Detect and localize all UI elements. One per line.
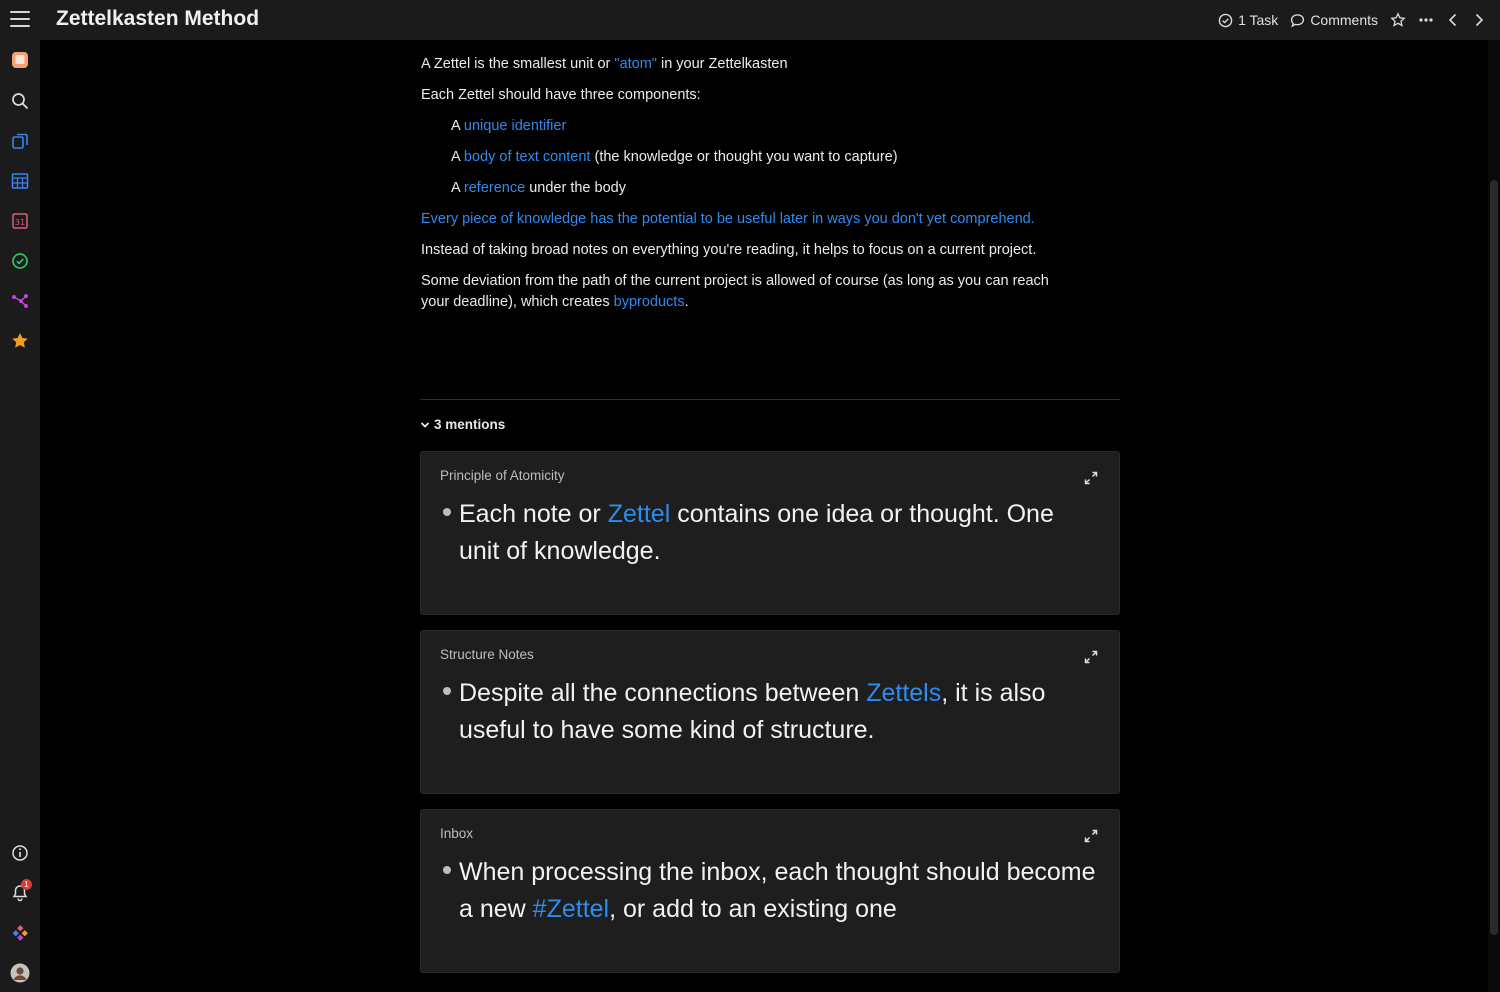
- back-button[interactable]: [1446, 12, 1460, 28]
- task-label: 1 Task: [1238, 12, 1279, 28]
- scrollbar-thumb[interactable]: [1490, 180, 1498, 935]
- info-icon[interactable]: [10, 843, 30, 863]
- favorites-icon[interactable]: [10, 331, 30, 351]
- divider: [420, 399, 1120, 400]
- text: contains one idea or thought. One unit of knowledge.: [459, 500, 1054, 565]
- database-icon[interactable]: [10, 171, 30, 191]
- svg-text:31: 31: [14, 218, 26, 227]
- knowledge-potential-link[interactable]: Every piece of knowledge has the potential to be useful later in ways you don't yet comprehend.: [421, 211, 1035, 227]
- text: Each note or: [459, 500, 608, 528]
- text: A Zettel is the smallest unit or: [421, 56, 615, 72]
- text: When processing the inbox, each thought should become a new: [459, 858, 1096, 923]
- text: A: [451, 149, 464, 165]
- zettels-link[interactable]: Zettels: [866, 679, 942, 707]
- list-item: [451, 180, 626, 196]
- mention-card[interactable]: [420, 630, 1120, 794]
- mention-card-title[interactable]: Principle of Atomicity: [440, 468, 565, 483]
- notification-badge: 1: [21, 879, 32, 890]
- mention-card-title[interactable]: Structure Notes: [440, 647, 534, 662]
- graph-icon[interactable]: [10, 291, 30, 311]
- task-button[interactable]: [1218, 12, 1278, 28]
- byproducts-link[interactable]: byproducts: [613, 294, 685, 310]
- pages-icon[interactable]: [10, 131, 30, 151]
- expand-icon[interactable]: [1083, 470, 1099, 486]
- bullet-icon: [443, 687, 451, 695]
- integrations-icon[interactable]: [10, 923, 30, 943]
- text: .: [684, 294, 689, 310]
- mention-card[interactable]: [420, 809, 1120, 973]
- text: , it is also useful to have some kind of structure.: [459, 679, 1046, 744]
- favorite-button[interactable]: [1390, 12, 1406, 28]
- bell-icon[interactable]: [10, 880, 30, 903]
- chevron-right-icon: [1472, 12, 1486, 28]
- paragraph: [421, 294, 689, 310]
- top-bar: [0, 0, 1500, 41]
- expand-icon[interactable]: [1083, 649, 1099, 665]
- mention-card[interactable]: [420, 451, 1120, 615]
- zettel-tag-link[interactable]: #Zettel: [532, 895, 610, 923]
- tasks-icon[interactable]: [10, 251, 30, 271]
- main-content: [40, 40, 1500, 992]
- page-title: Zettelkasten Method: [56, 7, 260, 30]
- paragraph: Each Zettel should have three components:: [421, 87, 701, 103]
- list-item: [451, 149, 898, 165]
- check-circle-icon: [1218, 13, 1233, 28]
- search-icon[interactable]: [10, 91, 30, 111]
- paragraph: Some deviation from the path of the current project is allowed of course (as long as you can reach: [421, 273, 1049, 289]
- comments-label: Comments: [1310, 12, 1378, 28]
- top-actions: [1218, 0, 1486, 40]
- reference-link[interactable]: reference: [463, 180, 526, 196]
- list-item: [451, 118, 566, 134]
- unique-identifier-link[interactable]: unique identifier: [463, 118, 567, 134]
- text: , or add to an existing one: [609, 895, 897, 923]
- paragraph: [421, 56, 788, 72]
- app-logo-icon[interactable]: [10, 50, 30, 70]
- more-dots-icon: [1418, 12, 1434, 28]
- text: under the body: [525, 180, 626, 196]
- hamburger-menu-icon[interactable]: [10, 11, 30, 29]
- more-button[interactable]: [1418, 12, 1434, 28]
- paragraph: Instead of taking broad notes on everything you're reading, it helps to focus on a current project.: [421, 242, 1037, 258]
- forward-button[interactable]: [1472, 12, 1486, 28]
- chevron-down-icon: [420, 420, 430, 430]
- zettel-link[interactable]: Zettel: [607, 500, 671, 528]
- star-outline-icon: [1390, 12, 1406, 28]
- atom-link[interactable]: "atom": [614, 56, 657, 72]
- scrollbar-track[interactable]: [1488, 40, 1500, 992]
- comments-button[interactable]: [1290, 12, 1378, 28]
- text: your deadline), which creates: [421, 294, 614, 310]
- mention-card-text: [459, 675, 1099, 749]
- text: in your Zettelkasten: [656, 56, 788, 72]
- comment-icon: [1290, 13, 1305, 28]
- chevron-left-icon: [1446, 12, 1460, 28]
- bullet-icon: [443, 508, 451, 516]
- mentions-label: 3 mentions: [434, 417, 506, 432]
- body-of-text-content-link[interactable]: body of text content: [463, 149, 591, 165]
- mention-card-text: [459, 496, 1099, 570]
- text: (the knowledge or thought you want to capture): [590, 149, 898, 165]
- mention-card-text: [459, 854, 1099, 928]
- sidebar: [0, 40, 40, 992]
- mention-card-title[interactable]: Inbox: [440, 826, 474, 841]
- bullet-icon: [443, 866, 451, 874]
- text: Despite all the connections between: [459, 679, 867, 707]
- avatar[interactable]: [10, 963, 30, 983]
- text: A: [451, 180, 464, 196]
- expand-icon[interactable]: [1083, 828, 1099, 844]
- text: A: [451, 118, 464, 134]
- mentions-toggle[interactable]: [420, 417, 505, 432]
- calendar-icon[interactable]: [10, 211, 30, 231]
